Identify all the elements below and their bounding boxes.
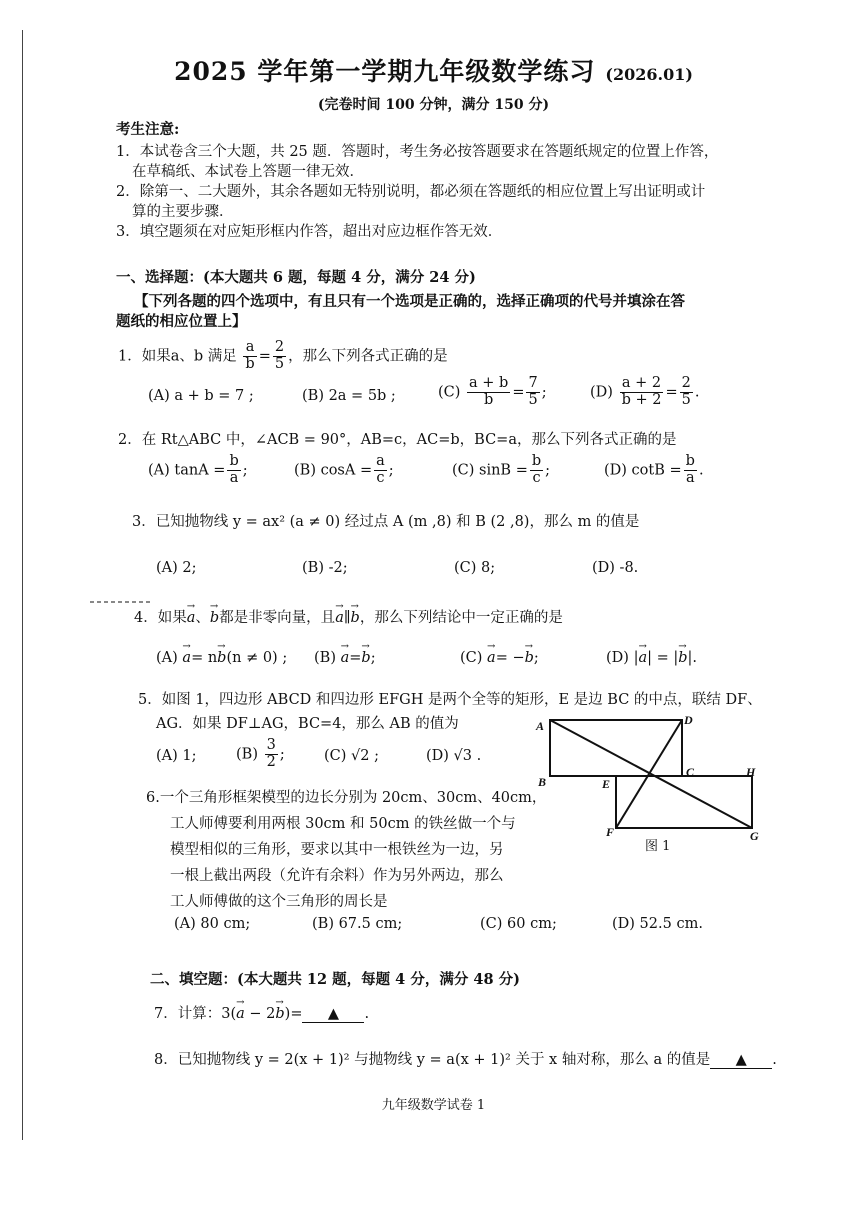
q1-option-a[interactable]: (A) a + b = 7 ; [148,388,254,404]
figure-1-diagram [530,712,770,862]
q5-option-c[interactable]: (C) √2 ; [324,748,379,764]
label-e: E [602,777,611,791]
question-5-line-2: AG．如果 DF⊥AG，BC=4，那么 AB 的值为 [156,716,459,732]
question-5-line-1: 5．如图 1，四边形 ABCD 和四边形 EFGH 是两个全等的矩形，E 是边 BC 的中点，联结 DF、 [138,692,762,708]
label-b: B [538,775,547,789]
question-6-line-3: 模型相似的三角形，要求以其中一根铁丝为一边，另 [170,842,504,858]
exam-subtitle: (完卷时间 100 分钟，满分 150 分) [317,97,550,113]
question-3: 3．已知抛物线 y = ax² (a ≠ 0) 经过点 A (m ,8) 和 B (2 ,8)，那么 m 的值是 [132,514,640,530]
segment-ag [550,720,752,828]
q2-option-a[interactable]: (A) tanA = $\frac{b}{a}$ ; [148,453,248,486]
q3-option-c[interactable]: (C) 8; [454,560,496,576]
q1-option-d[interactable]: (D) $\frac{a + 2}{b + 2}$ = $\frac{2}{5}$ . [590,375,700,408]
q6-option-c[interactable]: (C) 60 cm; [480,916,557,932]
q4-option-c[interactable]: (C) → a= −→ b; [460,650,539,666]
exam-title [0,52,867,88]
label-h: H [746,765,756,779]
exam-date: (2026.01) [605,65,693,84]
question-4: 4．如果→ a、→ b都是非零向量，且→ a∥→ b，那么下列结论中一定正确的是 [134,606,563,627]
question-6-line-5: 工人师傅做的这个三角形的周长是 [170,894,388,910]
q7-answer-blank[interactable]: ▲ [302,1006,364,1023]
title-text: 2025 学年第一学期九年级数学练习 [174,57,596,86]
segment-df [616,720,682,828]
question-8: 8．已知抛物线 y = 2(x + 1)² 与抛物线 y = a(x + 1)² 关于 x 轴对称，那么 a 的值是 ▲ . [154,1052,777,1068]
rectangle-abcd [550,720,682,776]
notice-heading: 考生注意: [116,121,180,138]
notice-line-1: 1．本试卷含三个大题，共 25 题．答题时，考生务必按答题要求在答题纸规定的位置上作答， [116,144,719,160]
rectangle-efgh [616,776,752,828]
notice-line-3: 3．填空题须在对应矩形框内作答，超出对应边框作答无效． [116,224,503,240]
q3-option-b[interactable]: (B) -2; [302,560,348,576]
notice-line-2b: 算的主要步骤． [132,204,234,220]
q3-option-a[interactable]: (A) 2; [156,560,197,576]
label-c: C [686,765,695,779]
q2-option-b[interactable]: (B) cosA = $\frac{a}{c}$ ; [294,453,394,486]
notice-line-1b: 在草稿纸、本试卷上答题一律无效． [132,164,364,180]
label-a: A [536,719,545,733]
notice-line-2: 2．除第一、二大题外，其余各题如无特别说明，都必须在答题纸的相应位置上写出证明或计 [116,184,706,200]
label-f: F [606,825,615,839]
figure-caption: 图 1 [645,839,671,854]
q2-option-d[interactable]: (D) cotB = $\frac{b}{a}$ . [604,453,704,486]
label-d: D [684,713,693,727]
q2-option-c[interactable]: (C) sinB = $\frac{b}{c}$ ; [452,453,551,486]
q6-option-d[interactable]: (D) 52.5 cm. [612,916,703,932]
label-g: G [750,829,759,843]
question-2: 2．在 Rt△ABC 中，∠ACB = 90°，AB=c，AC=b，BC=a，那么下列各式正确的是 [118,432,677,448]
q5-option-a[interactable]: (A) 1; [156,748,197,764]
q8-answer-blank[interactable]: ▲ [710,1052,772,1069]
q1-frac-lhs: $\frac{a}{b}$ [245,339,255,372]
q1-frac-rhs: $\frac{2}{5}$ [274,339,285,372]
q3-option-d[interactable]: (D) -8. [592,560,639,576]
section1-instruction-2: 题纸的相应位置上】 [116,313,247,330]
question-1: 1．如果a、b 满足 $\frac{a}{b}$ = $\frac{2}{5}$ ，那么下列各式正确的是 [118,339,448,372]
question-7: 7．计算：3(→ a − 2→ b)= ▲ . [154,1002,369,1023]
question-6-line-1: 6.一个三角形框架模型的边长分别为 20cm、30cm、40cm， [146,790,547,806]
q6-option-a[interactable]: (A) 80 cm; [174,916,251,932]
question-6-line-4: 一根上截出两段（允许有余料）作为另外两边，那么 [170,868,504,884]
q5-option-d[interactable]: (D) √3 . [426,748,482,764]
scan-smudge [90,601,150,603]
section1-instruction-1: 【下列各题的四个选项中，有且只有一个选项是正确的，选择正确项的代号并填涂在答 [134,293,685,310]
q1-option-b[interactable]: (B) 2a = 5b ; [302,388,396,404]
q4-option-a[interactable]: (A) → a= n→ b(n ≠ 0) ; [156,650,287,666]
q4-option-b[interactable]: (B) → a=→ b; [314,650,376,666]
question-6-line-2: 工人师傅要利用两根 30cm 和 50cm 的铁丝做一个与 [170,816,516,832]
page-footer: 九年级数学试卷 1 [381,1098,486,1113]
section1-heading: 一、选择题：(本大题共 6 题，每题 4 分，满分 24 分) [116,269,476,286]
q6-option-b[interactable]: (B) 67.5 cm; [312,916,403,932]
scan-edge-line [22,30,23,1140]
section2-heading: 二、填空题：(本大题共 12 题，每题 4 分，满分 48 分) [150,971,520,988]
q4-option-d[interactable]: (D) |→ a| = |→ b|. [606,650,697,666]
q5-option-b[interactable]: (B) $\frac{3}{2}$ ; [236,737,285,770]
q1-option-c[interactable]: (C) $\frac{a + b}{b}$ = $\frac{7}{5}$ ; [438,375,547,408]
